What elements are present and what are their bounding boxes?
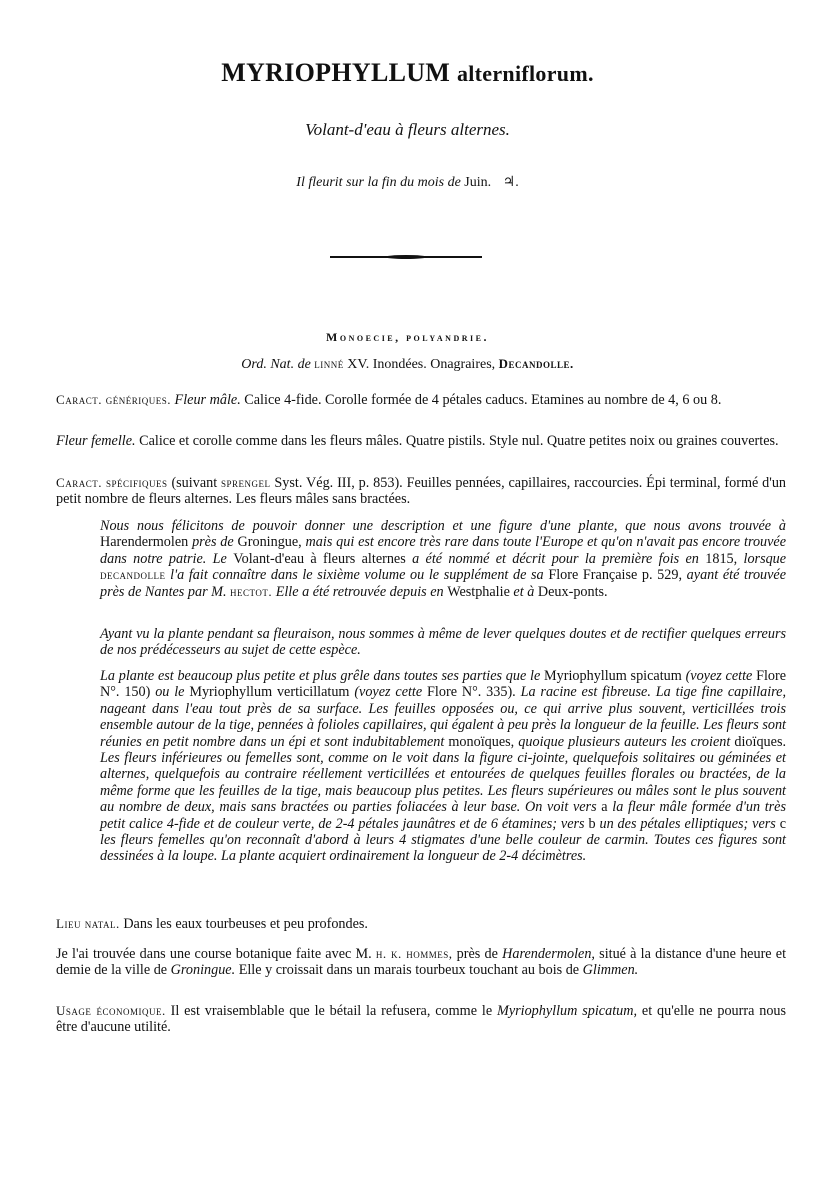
p1-r: et à bbox=[513, 583, 535, 600]
title-species: alterniflorum. bbox=[456, 61, 594, 86]
p1-o: hectot. bbox=[230, 583, 273, 599]
usage-c: et qu'elle ne pourra nous être d'aucune utilité. bbox=[56, 1003, 787, 1036]
paragraph-introduction bbox=[100, 518, 786, 600]
natural-order bbox=[0, 357, 815, 373]
generic-characters-label: Caract. génériques. bbox=[56, 392, 171, 407]
p1-j: lorsque bbox=[743, 550, 787, 567]
p1-q: Westphalie bbox=[447, 583, 510, 600]
usage-b: Myriophyllum spicatum, bbox=[497, 1003, 638, 1019]
p1-c: près de bbox=[192, 534, 234, 551]
p3-b: Myriophyllum spicatum bbox=[544, 668, 682, 684]
p3-j: monoïques, bbox=[448, 733, 515, 750]
habitat-label: Lieu natal. bbox=[56, 916, 120, 931]
native-habitat bbox=[56, 916, 786, 932]
p4-c: près de bbox=[456, 946, 498, 962]
habitat-text: Dans les eaux tourbeuses et peu profondes. bbox=[123, 916, 368, 932]
title-genus: MYRIOPHYLLUM bbox=[221, 58, 451, 87]
order-mid: XV. Inondées. Onagraires, bbox=[347, 357, 496, 372]
p3-m: Les fleurs inférieures ou femelles sont, comme on le voit dans la figure ci-jointe, quelquefois solitaires ou géminées et alternes, quelquefois au contraire réellement verticillées et entourées de quelques feuilles florales ou bractées, de la même forme que les feuilles de la tige, mais beaucoup plus petites. Les fleurs supérieures ou mâles sont le plus souvent au nombre de deux, mais sans bractées ou parties foliacées à leur base. On voit vers bbox=[100, 750, 786, 816]
p1-f: Le bbox=[212, 550, 227, 567]
p3-a: La plante est beaucoup plus petite et plus grêle dans toutes ses parties que le bbox=[100, 668, 541, 684]
p1-k: decandolle bbox=[100, 567, 166, 583]
flowering-month: Juin. bbox=[464, 175, 492, 190]
male-flower-label: Fleur mâle. bbox=[174, 392, 241, 408]
p1-p: Elle a été retrouvée depuis en bbox=[275, 583, 444, 600]
male-flower-text: Calice 4-fide. Corolle formée de 4 pétales caducs. Etamines au nombre de 4, 6 ou 8. bbox=[244, 392, 722, 408]
specific-characters-label: Caract. spécifiques bbox=[56, 475, 168, 490]
p1-g: Volant-d'eau à fleurs alternes bbox=[233, 550, 406, 567]
p4-f: Groningue. bbox=[170, 962, 236, 979]
perennial-symbol: ♃. bbox=[502, 175, 519, 190]
p4-b: h. k. hommes, bbox=[375, 946, 453, 961]
female-flower-text: Calice et corolle comme dans les fleurs mâles. Quatre pistils. Style nul. Quatre petites noix ou graines couvertes. bbox=[139, 433, 779, 449]
specific-text: Syst. Vég. III, p. 853). Feuilles pennées, capillaires, raccourcies. Épi terminal, formé d'un petit nombre de fleurs alternes. Les fleurs mâles sans bractées. bbox=[56, 475, 787, 508]
order-decandolle: Decandolle. bbox=[498, 357, 574, 371]
page-title bbox=[0, 58, 815, 88]
p1-h: a été nommé et décrit pour la première fois en bbox=[412, 550, 699, 567]
generic-characters-male bbox=[56, 392, 786, 408]
linnaean-class: Monoecie, polyandrie. bbox=[326, 330, 489, 344]
p1-e: mais qui est encore très rare dans toute l'Europe et qu'on n'avait pas encore trouvée dans notre patrie. bbox=[100, 534, 787, 567]
p1-l: l'a fait connaître dans le sixième volume ou le supplément de sa bbox=[170, 567, 544, 584]
flowering-line bbox=[0, 174, 815, 191]
p3-k: quoique plusieurs auteurs les croient bbox=[518, 733, 731, 750]
usage-label: Usage économique. bbox=[56, 1003, 166, 1018]
p3-l: dioïques. bbox=[734, 733, 787, 750]
ornamental-divider bbox=[330, 255, 482, 259]
paragraph-description bbox=[100, 668, 786, 865]
p1-a: Nous nous félicitons de pouvoir donner une description et une figure d'une plante, que nous avons trouvée à bbox=[100, 518, 786, 534]
p3-n: a bbox=[601, 799, 608, 816]
specific-sprengel: sprengel bbox=[221, 475, 271, 490]
p1-n: ayant été trouvée près de Nantes par M. bbox=[100, 567, 787, 600]
p3-p: b bbox=[588, 815, 596, 832]
common-name: Volant-d'eau à fleurs alternes. bbox=[305, 120, 510, 139]
economic-use bbox=[56, 1003, 786, 1036]
specific-characters bbox=[56, 475, 786, 508]
p4-d: Harendermolen, bbox=[502, 946, 595, 962]
p1-m: Flore Française p. 529, bbox=[548, 567, 683, 584]
p1-i: 1815, bbox=[705, 550, 738, 567]
flowering-text: Il fleurit sur la fin du mois de bbox=[296, 175, 461, 190]
p3-o: la fleur mâle formée d'un très petit calice 4-fide et de couleur verte, de 2-4 pétales jaunâtres et de 6 étamines; vers bbox=[100, 799, 787, 832]
p3-h: Flore N°. 335). bbox=[427, 684, 516, 701]
p4-a: Je l'ai trouvée dans une course botanique faite avec M. bbox=[56, 946, 372, 962]
order-prefix: Ord. Nat. de bbox=[241, 357, 311, 372]
p3-g: (voyez cette bbox=[354, 684, 423, 701]
p3-s: les fleurs femelles qu'on reconnaît d'abord à leurs 4 stigmates d'une belle couleur de carmin. Toutes ces figures sont dessinées à la loupe. La plante acquiert ordinairement la longueur de 2-4 décimètres. bbox=[100, 832, 786, 865]
order-linne: linné bbox=[314, 357, 344, 371]
p3-r: c bbox=[779, 815, 787, 832]
p1-b: Harendermolen bbox=[100, 534, 189, 551]
p3-d: Flore N°. 150) bbox=[100, 668, 787, 701]
p3-i: La racine est fibreuse. La tige fine capillaire, nageant dans l'eau tout près de sa surface. Les feuilles opposées ou, ce qui arrive plus souvent, verticillées trois ensemble autour de la tige, pennées à folioles capillaires, qui égalent à peu près la longueur de la feuille. Les fleurs sont réunies en petit nombre dans un épi et sont indubitablement bbox=[100, 684, 787, 750]
p1-d: Groningue, bbox=[237, 534, 302, 551]
p1-s: Deux-ponts. bbox=[537, 583, 608, 600]
p3-c: (voyez cette bbox=[685, 668, 753, 684]
female-flower-label: Fleur femelle. bbox=[56, 433, 136, 449]
p3-e: ou le bbox=[155, 684, 185, 701]
p4-e: situé à la distance d'une heure et demie de la ville de bbox=[56, 946, 787, 979]
generic-characters-female bbox=[56, 433, 786, 449]
p4-g: Elle y croissait dans un marais tourbeux touchant au bois de bbox=[238, 962, 580, 979]
usage-a: Il est vraisemblable que le bétail la refusera, comme le bbox=[170, 1003, 493, 1019]
p4-h: Glimmen. bbox=[582, 962, 639, 979]
paragraph-observation: Ayant vu la plante pendant sa fleuraison, nous sommes à même de lever quelques doutes et de rectifier quelques erreurs de nos prédécesseurs au sujet de cette espèce. bbox=[100, 626, 786, 659]
p3-q: un des pétales elliptiques; vers bbox=[599, 815, 776, 832]
p3-f: Myriophyllum verticillatum bbox=[189, 684, 350, 701]
specific-open: (suivant bbox=[171, 475, 218, 491]
paragraph-collection bbox=[56, 946, 786, 979]
